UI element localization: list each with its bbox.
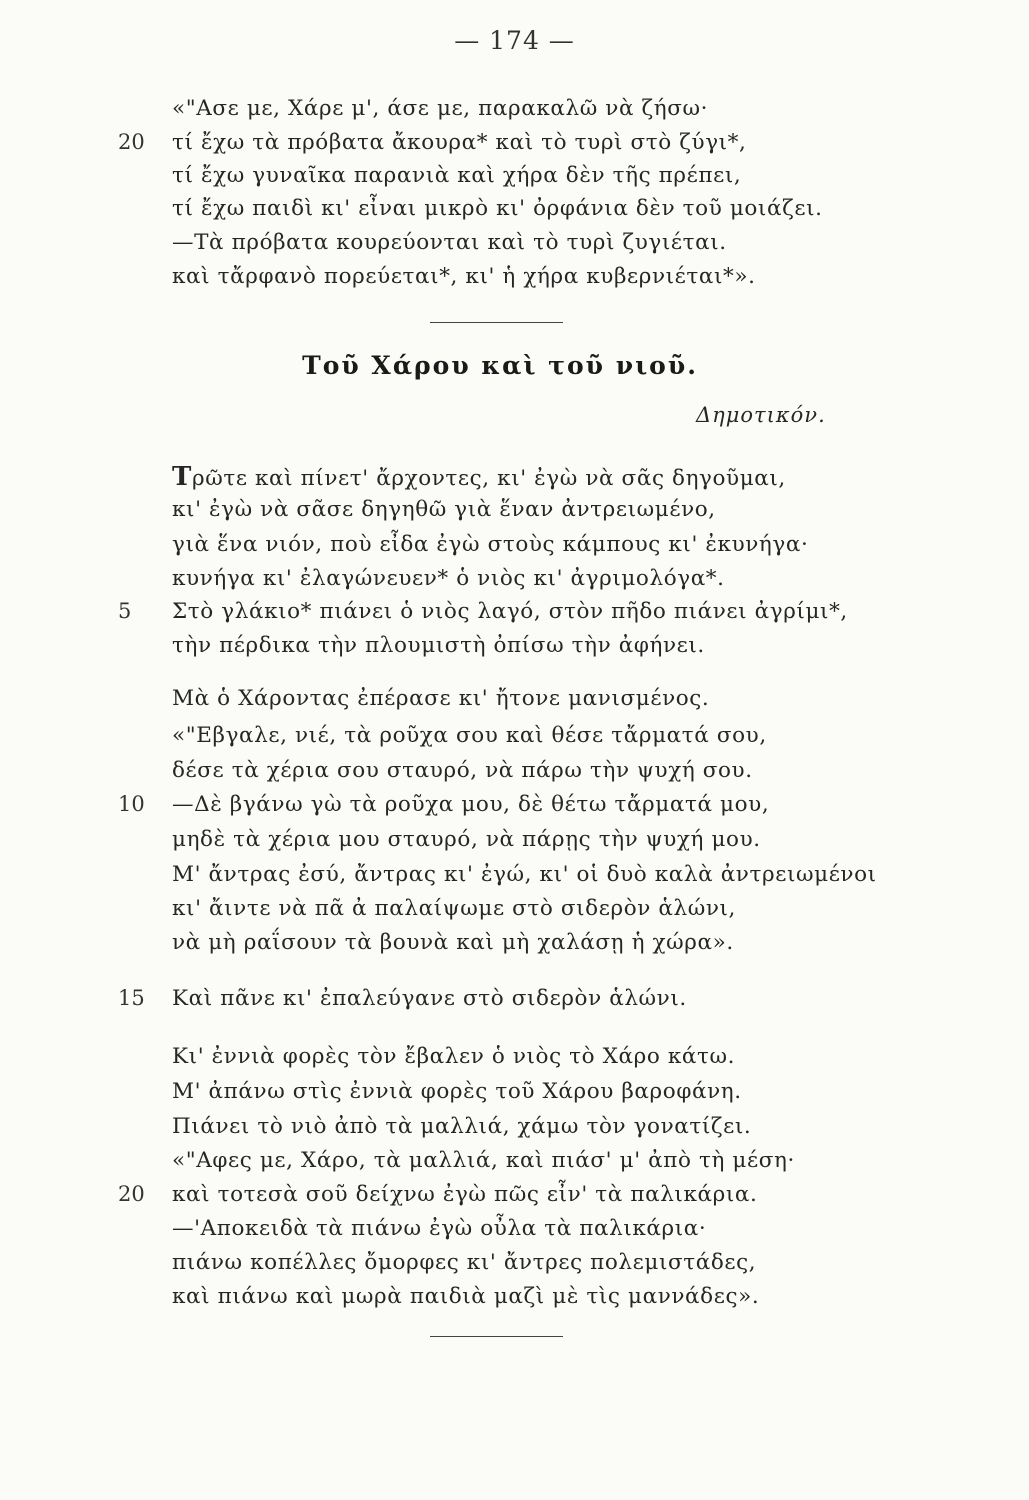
line-number: 10 [118, 792, 145, 816]
first-line-text: ρῶτε καὶ πίνετ' ἄρχοντες, κι' ἐγὼ νὰ σᾶς δηγοῦμαι, [191, 466, 786, 491]
poem-subtitle: Δημοτικόν. [696, 403, 826, 427]
line-number: 5 [118, 599, 132, 623]
poem-line: —Τὰ πρόβατα κουρεύονται καὶ τὸ τυρὶ ζυγιέται. [172, 230, 727, 255]
poem-line: κυνήγα κι' ἐλαγώνευεν* ὁ νιὸς κι' ἀγριμολόγα*. [172, 566, 725, 591]
poem-line: Μ' ἀπάνω στὶς ἐννιὰ φορὲς τοῦ Χάρου βαροφάνη. [172, 1079, 742, 1104]
poem-line: «"Αφες με, Χάρο, τὰ μαλλιά, καὶ πιάσ' μ' ἀπὸ τὴ μέση· [172, 1148, 795, 1173]
poem-line: κι' ἄιντε νὰ πᾶ ἀ παλαίψωμε στὸ σιδερὸν ἁλώνι, [172, 896, 736, 921]
poem-line: —'Αποκειδὰ τὰ πιάνω ἐγὼ οὖλα τὰ παλικάρια· [172, 1216, 707, 1241]
poem-line: Πιάνει τὸ νιὸ ἀπὸ τὰ μαλλιά, χάμω τὸν γονατίζει. [172, 1114, 752, 1139]
poem-line: κι' ἐγὼ νὰ σᾶσε δηγηθῶ γιὰ ἕναν ἀντρειωμένο, [172, 497, 716, 522]
poem-line: νὰ μὴ ραΐσουν τὰ βουνὰ καὶ μὴ χαλάσῃ ἡ χώρα». [172, 930, 734, 955]
poem-line: γιὰ ἕνα νιόν, ποὺ εἶδα ἐγὼ στοὺς κάμπους κι' ἐκυνήγα· [172, 532, 809, 557]
poem-line: «"Ασε με, Χάρε μ', άσε με, παρακαλῶ νὰ ζήσω· [172, 96, 709, 121]
page-number: — 174 — [454, 26, 575, 55]
poem-line: Κι' ἐννιὰ φορὲς τὸν ἔβαλεν ὁ νιὸς τὸ Χάρο κάτω. [172, 1044, 736, 1069]
end-divider [430, 1336, 563, 1337]
poem-line: Στὸ γλάκιο* πιάνει ὁ νιὸς λαγό, στὸν πῆδο πιάνει ἀγρίμι*, [172, 599, 848, 624]
poem-line: τί ἔχω γυναῖκα παρανιὰ καὶ χήρα δὲν τῆς πρέπει, [172, 163, 742, 188]
poem-line: —Δὲ βγάνω γὼ τὰ ροῦχα μου, δὲ θέτω τἄρματά μου, [172, 792, 770, 817]
poem-line: καὶ πιάνω καὶ μωρὰ παιδιὰ μαζὶ μὲ τὶς μαννάδες». [172, 1284, 760, 1309]
line-number: 20 [118, 1182, 145, 1206]
poem-line: πιάνω κοπέλλες ὄμορφες κι' ἄντρες πολεμιστάδες, [172, 1250, 757, 1275]
section-divider [430, 322, 563, 323]
line-number: 20 [118, 130, 145, 154]
poem-line: δέσε τὰ χέρια σου σταυρό, νὰ πάρω τὴν ψυχή σου. [172, 758, 753, 783]
poem-line: Καὶ πᾶνε κι' ἐπαλεύγανε στὸ σιδερὸν ἁλώνι. [172, 986, 687, 1011]
poem-line: καὶ τοτεσὰ σοῦ δείχνω ἐγὼ πῶς εἶν' τὰ παλικάρια. [172, 1182, 758, 1207]
poem-line: καὶ τἄρφανὸ πορεύεται*, κι' ἡ χήρα κυβερνιέται*». [172, 264, 756, 289]
poem-line: τί ἔχω τὰ πρόβατα ἄκουρα* καὶ τὸ τυρὶ στὸ ζύγι*, [172, 130, 747, 155]
poem-line: τὴν πέρδικα τὴν πλουμιστὴ ὀπίσω τὴν ἀφήνει. [172, 633, 705, 658]
poem-line: Μὰ ὁ Χάροντας ἐπέρασε κι' ἤτονε μανισμένος. [172, 686, 710, 711]
line-number: 15 [118, 986, 145, 1010]
poem-line: «"Εβγαλε, νιέ, τὰ ροῦχα σου καὶ θέσε τἄρματά σου, [172, 723, 767, 748]
poem-line: μηδὲ τὰ χέρια μου σταυρό, νὰ πάρῃς τὴν ψυχή μου. [172, 827, 761, 852]
poem-line: τί ἔχω παιδὶ κι' εἶναι μικρὸ κι' ὀρφάνια δὲν τοῦ μοιάζει. [172, 196, 823, 221]
poem-line-first [172, 464, 786, 490]
initial-letter: Τ [172, 462, 192, 492]
poem-title: Τοῦ Χάρου καὶ τοῦ νιοῦ. [302, 351, 698, 380]
poem-line: Μ' ἄντρας ἐσύ, ἄντρας κι' ἐγώ, κι' οἱ δυὸ καλὰ ἀντρειωμένοι [172, 862, 877, 887]
